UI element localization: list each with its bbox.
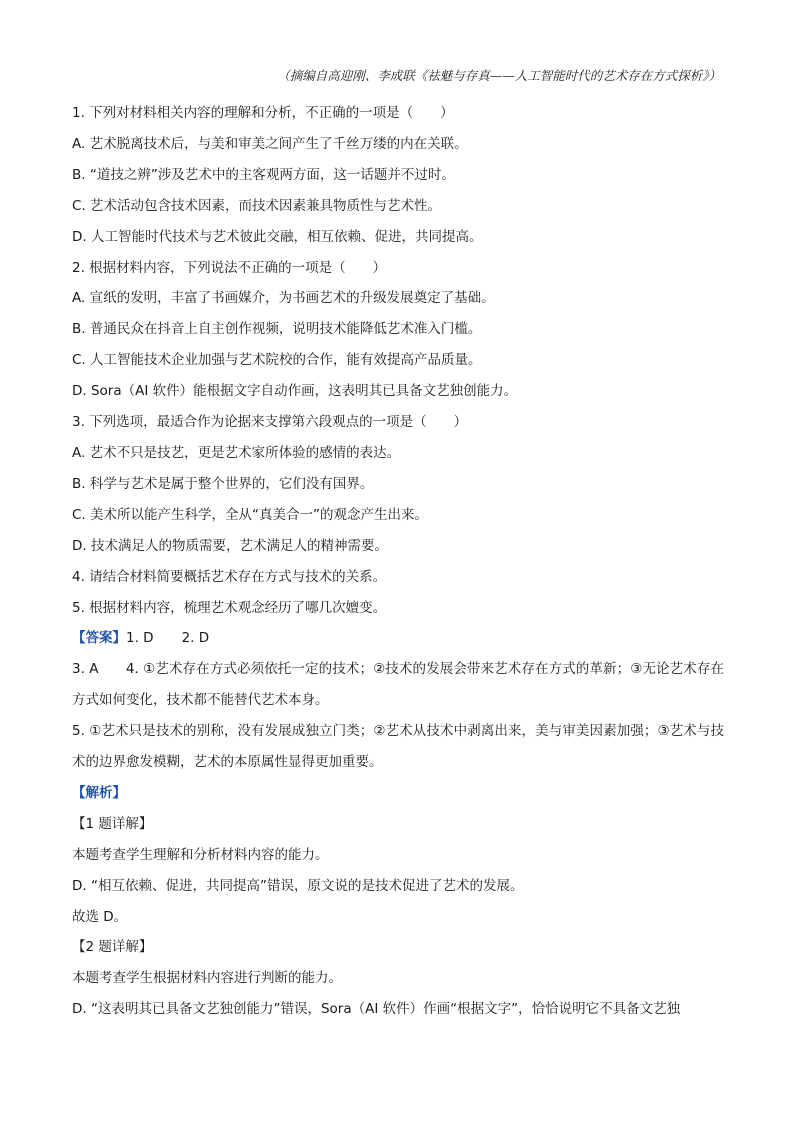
- answer-q2: 2. D: [181, 630, 210, 647]
- question-3-option-c: C. 美术所以能产生科学，全从“真美合一”的观念产生出来。: [72, 506, 428, 523]
- question-3-option-a: A. 艺术不只是技艺，更是艺术家所体验的感情的表达。: [72, 444, 401, 461]
- analysis-label: 【解析】: [72, 784, 126, 801]
- analysis-q1-line: D. “相互依赖、促进，共同提高”错误，原文说的是技术促进了艺术的发展。: [72, 877, 524, 894]
- answer-q1: 1. D: [126, 630, 154, 647]
- question-2-option-a: A. 宣纸的发明，丰富了书画媒介，为书画艺术的升级发展奠定了基础。: [72, 290, 495, 307]
- question-2-stem: 2. 根据材料内容，下列说法不正确的一项是（ ）: [72, 259, 387, 276]
- answer-q5: 5. ①艺术只是技术的别称，没有发展成独立门类；②艺术从技术中剥离出来，美与审美因素加强；③艺术与技术的边界愈发模糊，艺术的本原属性显得更加重要。: [72, 723, 724, 771]
- source-citation: （摘编自高迎刚、李成联《祛魅与存真——人工智能时代的艺术存在方式探析》）: [277, 68, 721, 83]
- question-1-option-b: B. “道技之辨”涉及艺术中的主客观两方面，这一话题并不过时。: [72, 166, 455, 183]
- analysis-q1-line: 本题考查学生理解和分析材料内容的能力。: [72, 846, 329, 863]
- question-1-option-c: C. 艺术活动包含技术因素，而技术因素兼具物质性与艺术性。: [72, 197, 442, 214]
- analysis-q1-heading: 【1 题详解】: [72, 815, 153, 832]
- question-2-option-c: C. 人工智能技术企业加强与艺术院校的合作，能有效提高产品质量。: [72, 352, 482, 369]
- question-3-stem: 3. 下列选项，最适合作为论据来支撑第六段观点的一项是（ ）: [72, 414, 468, 431]
- analysis-q2-line: D. “这表明其已具备文艺独创能力”错误，Sora（AI 软件）作画“根据文字”，恰恰说明它不具备文艺独: [72, 1001, 681, 1018]
- question-content: [72, 98, 724, 1025]
- question-1-option-d: D. 人工智能时代技术与艺术彼此交融，相互依赖、促进，共同提高。: [72, 228, 483, 245]
- question-2-option-d: D. Sora（AI 软件）能根据文字自动作画，这表明其已具备文艺独创能力。: [72, 383, 518, 400]
- question-1-stem: 1. 下列对材料相关内容的理解和分析，不正确的一项是（ ）: [72, 105, 454, 121]
- question-1-option-a: A. 艺术脱离技术后，与美和审美之间产生了千丝万缕的内在关联。: [72, 135, 468, 152]
- question-3-option-b: B. 科学与艺术是属于整个世界的，它们没有国界。: [72, 475, 374, 492]
- answer-q3-q4: 3. A 4. ①艺术存在方式必须依托一定的技术；②技术的发展会带来艺术存在方式的革新；③无论艺术存在方式如何变化，技术都不能替代艺术本身。: [72, 661, 724, 709]
- question-4-stem: 4. 请结合材料简要概括艺术存在方式与技术的关系。: [72, 568, 387, 585]
- analysis-q2-heading: 【2 题详解】: [72, 939, 153, 956]
- question-5-stem: 5. 根据材料内容，梳理艺术观念经历了哪几次嬗变。: [72, 599, 387, 616]
- question-2-option-b: B. 普通民众在抖音上自主创作视频，说明技术能降低艺术准入门槛。: [72, 321, 482, 338]
- answer-label: 【答案】: [72, 630, 126, 647]
- question-3-option-d: D. 技术满足人的物质需要，艺术满足人的精神需要。: [72, 537, 388, 554]
- analysis-q2-line: 本题考查学生根据材料内容进行判断的能力。: [72, 970, 342, 987]
- analysis-q1-line: 故选 D。: [72, 908, 128, 925]
- answer-line: [72, 623, 724, 654]
